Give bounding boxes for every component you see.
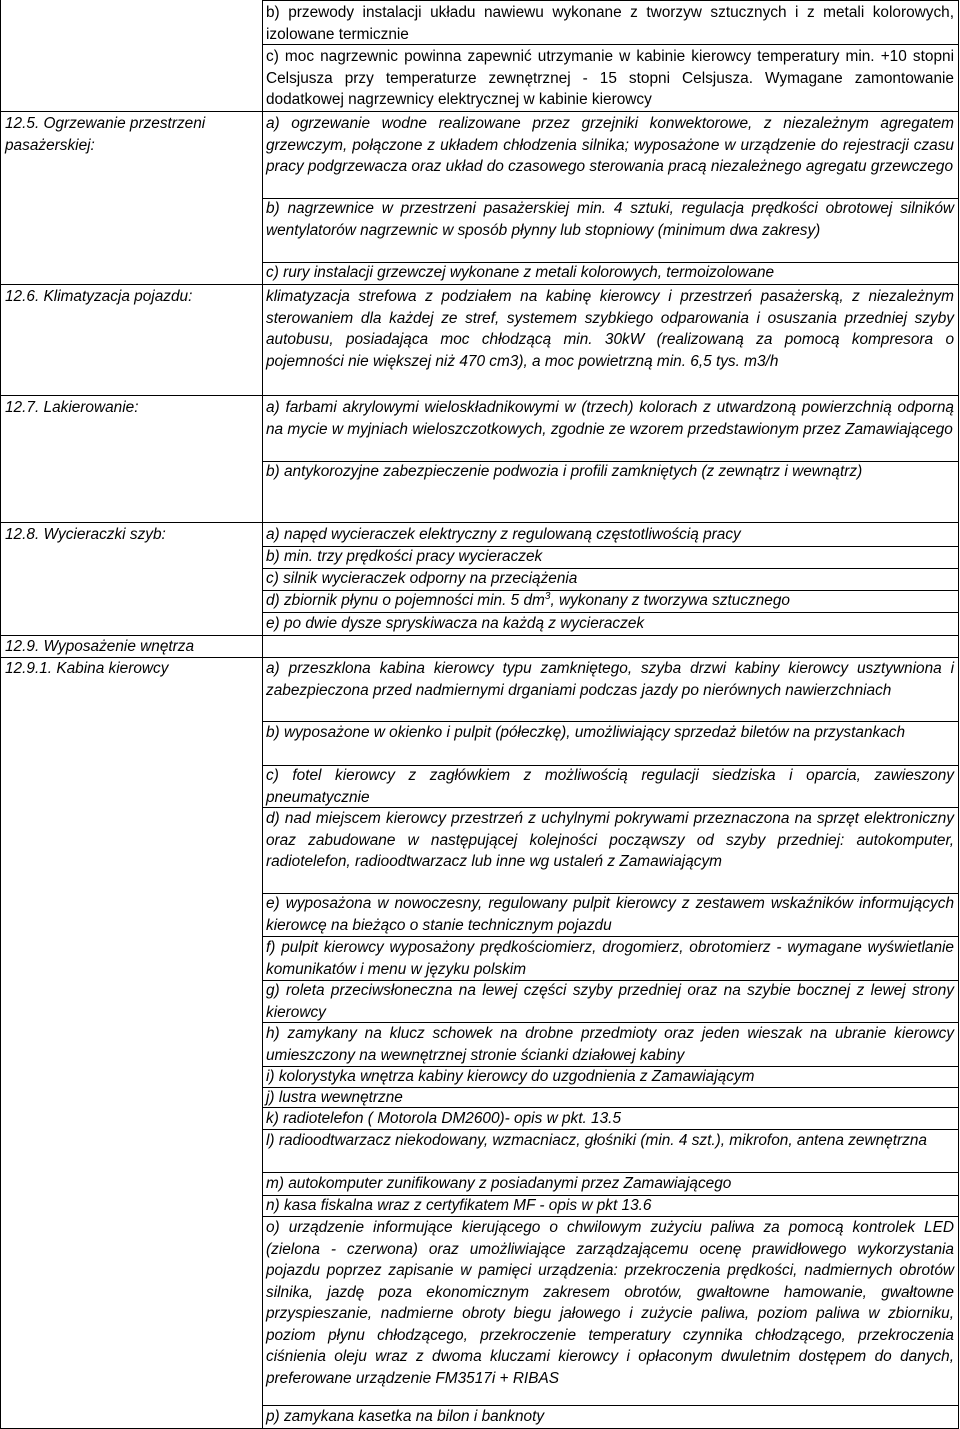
spec-item: a) ogrzewanie wodne realizowane przez grzejniki konwektorowe, z niezależnym agregatem grzewczym, połączone z układem chłodzenia silnika; wyposażone w urządzenie do rejestracji czasu pracy podgrzewacza oraz układ do czasowego sterowania pracą niezależnego agregatu grzewczego xyxy=(266,115,954,175)
spec-item: a) napęd wycieraczek elektryczny z regulowaną częstotliwością pracy xyxy=(266,526,741,543)
spec-item: g) roleta przeciwsłoneczna na lewej części szyby przedniej oraz na szybie bocznej z lewej strony kierowcy xyxy=(266,982,954,1021)
spec-item: o) urządzenie informujące kierującego o chwilowym zużyciu paliwa za pomocą kontrolek LED (zielona - czerwona) oraz umożliwiające zarządzającemu ocenę prawidłowego wykorzystania pojazdu poprzez zapisanie w pamięci urządzenia: przekroczenia prędkości, nadmiernych obrotów silnika, jazdę poza ekonomicznym zakresem obrotów, gwałtowne hamowanie, gwałtowne przyspieszanie, nadmierne obroty biegu jałowego i zużycie paliwa, poziom paliwa w zbiorniku, poziom płynu chłodzącego, przekroczenie temperatury czynnika chłodzącego, przekroczenia ciśnienia oleju wraz z dwoma kluczami kierowcy i opłaconym dwuletnim dostępem do danych, preferowane urządzenie FM3517i + RIBAS xyxy=(266,1219,954,1387)
table-column-divider xyxy=(262,0,263,1429)
section-label-12-5: 12.5. Ogrzewanie przestrzeni pasażerskiej: xyxy=(5,115,206,154)
unit-superscript: 3 xyxy=(544,590,551,602)
spec-item-text: , wykonany z tworzywa sztucznego xyxy=(550,592,790,609)
spec-item: h) zamykany na klucz schowek na drobne przedmioty oraz jeden wieszak na ubranie kierowcy umieszczony na wewnętrznej stronie ścianki działowej kabiny xyxy=(266,1025,954,1064)
spec-item: klimatyzacja strefowa z podziałem na kabinę kierowcy i przestrzeń pasażerską, z niezależnym sterowaniem dla każdej ze stref, systemem szybkiego odparowania i osuszania przedniej szyby autobusu, posiadająca moc chłodzącą min. 30kW (realizowaną za pomocą kompresora o pojemności nie większej niż 470 cm3), a moc powietrzną min. 6,5 tys. m3/h xyxy=(266,288,954,370)
spec-item: a) farbami akrylowymi wieloskładnikowymi w (trzech) kolorach z utwardzoną powierzchnią odporną na mycie w myjniach wieloszczotkowych, zgodnie ze wzorem przedstawionym przez Zamawiającego xyxy=(266,399,954,438)
table-left-border xyxy=(0,0,1,1429)
spec-item: b) wyposażone w okienko i pulpit (półeczkę), umożliwiający sprzedaż biletów na przystankach xyxy=(266,724,906,741)
spec-item: m) autokomputer zunifikowany z posiadanymi przez Zamawiającego xyxy=(266,1175,732,1192)
spec-item: j) lustra wewnętrzne xyxy=(266,1089,403,1106)
row-divider xyxy=(262,0,958,1)
table-right-border xyxy=(958,0,959,1429)
spec-item: b) antykorozyjne zabezpieczenie podwozia i profili zamkniętych (z zewnątrz i wewnątrz) xyxy=(266,463,863,480)
spec-item xyxy=(266,590,954,612)
section-label-12-8: 12.8. Wycieraczki szyb: xyxy=(5,526,166,543)
section-label-12-7: 12.7. Lakierowanie: xyxy=(5,399,139,416)
section-label-12-9-1: 12.9.1. Kabina kierowcy xyxy=(5,660,169,677)
row-divider xyxy=(0,395,958,396)
row-divider xyxy=(0,522,958,523)
spec-item: c) moc nagrzewnic powinna zapewnić utrzymanie w kabinie kierowcy temperatury min. +10 stopni Celsjusza przy temperaturze zewnętrznej - 15 stopni Celsjusza. Wymagane zamontowanie dodatkowej nagrzewnicy elektrycznej w kabinie kierowcy xyxy=(266,48,954,108)
spec-item: l) radioodtwarzacz niekodowany, wzmacniacz, głośniki (min. 4 szt.), mikrofon, antena zewnętrzna xyxy=(266,1132,927,1149)
spec-item: c) silnik wycieraczek odporny na przeciążenia xyxy=(266,570,578,587)
spec-item: d) nad miejscem kierowcy przestrzeń z uchylnymi pokrywami przeznaczona na sprzęt elektroniczny oraz zabudowane w następującej kolejności począwszy od szyby przedniej: autokomputer, radiotelefon, radioodtwarzacz lub inne wg ustaleń z Zamawiającym xyxy=(266,810,954,870)
spec-item: f) pulpit kierowcy wyposażony prędkościomierz, drogomierz, obrotomierz - wymagane wyświetlanie komunikatów i menu w języku polskim xyxy=(266,939,954,978)
spec-item: n) kasa fiskalna wraz z certyfikatem MF - opis w pkt 13.6 xyxy=(266,1197,652,1214)
spec-item: c) rury instalacji grzewczej wykonane z metali kolorowych, termoizolowane xyxy=(266,264,775,281)
section-label-12-6: 12.6. Klimatyzacja pojazdu: xyxy=(5,288,193,305)
spec-item-text: d) zbiornik płynu o pojemności min. 5 dm xyxy=(266,592,545,609)
spec-item: k) radiotelefon ( Motorola DM2600)- opis w pkt. 13.5 xyxy=(266,1110,621,1127)
spec-item: e) po dwie dysze spryskiwacza na każdą z wycieraczek xyxy=(266,615,645,632)
spec-item: b) przewody instalacji układu nawiewu wykonane z tworzyw sztucznych i z metali kolorowych, izolowane termicznie xyxy=(266,4,954,43)
spec-item: e) wyposażona w nowoczesny, regulowany pulpit kierowcy z zestawem wskaźników informujących kierowcę na bieżąco o stanie technicznym pojazdu xyxy=(266,895,954,934)
spec-item: b) nagrzewnice w przestrzeni pasażerskiej min. 4 sztuki, regulacja prędkości obrotowej silników wentylatorów nagrzewnic w sposób płynny lub stopniowy (minimum dwa zakresy) xyxy=(266,200,954,239)
section-label-12-9: 12.9. Wyposażenie wnętrza xyxy=(5,638,195,655)
row-divider xyxy=(0,284,958,285)
row-divider xyxy=(0,111,958,112)
spec-item: i) kolorystyka wnętrza kabiny kierowcy do uzgodnienia z Zamawiającym xyxy=(266,1068,755,1085)
spec-item: c) fotel kierowcy z zagłówkiem z możliwością regulacji siedziska i oparcia, zawieszony pneumatycznie xyxy=(266,767,954,806)
spec-item: p) zamykana kasetka na bilon i banknoty xyxy=(266,1408,545,1425)
spec-item: a) przeszklona kabina kierowcy typu zamkniętego, szyba drzwi kabiny kierowcy usztywniona i zabezpieczona przed nadmiernymi drganiami podczas jazdy po nierównych nawierzchniach xyxy=(266,660,954,699)
spec-item: b) min. trzy prędkości pracy wycieraczek xyxy=(266,548,543,565)
